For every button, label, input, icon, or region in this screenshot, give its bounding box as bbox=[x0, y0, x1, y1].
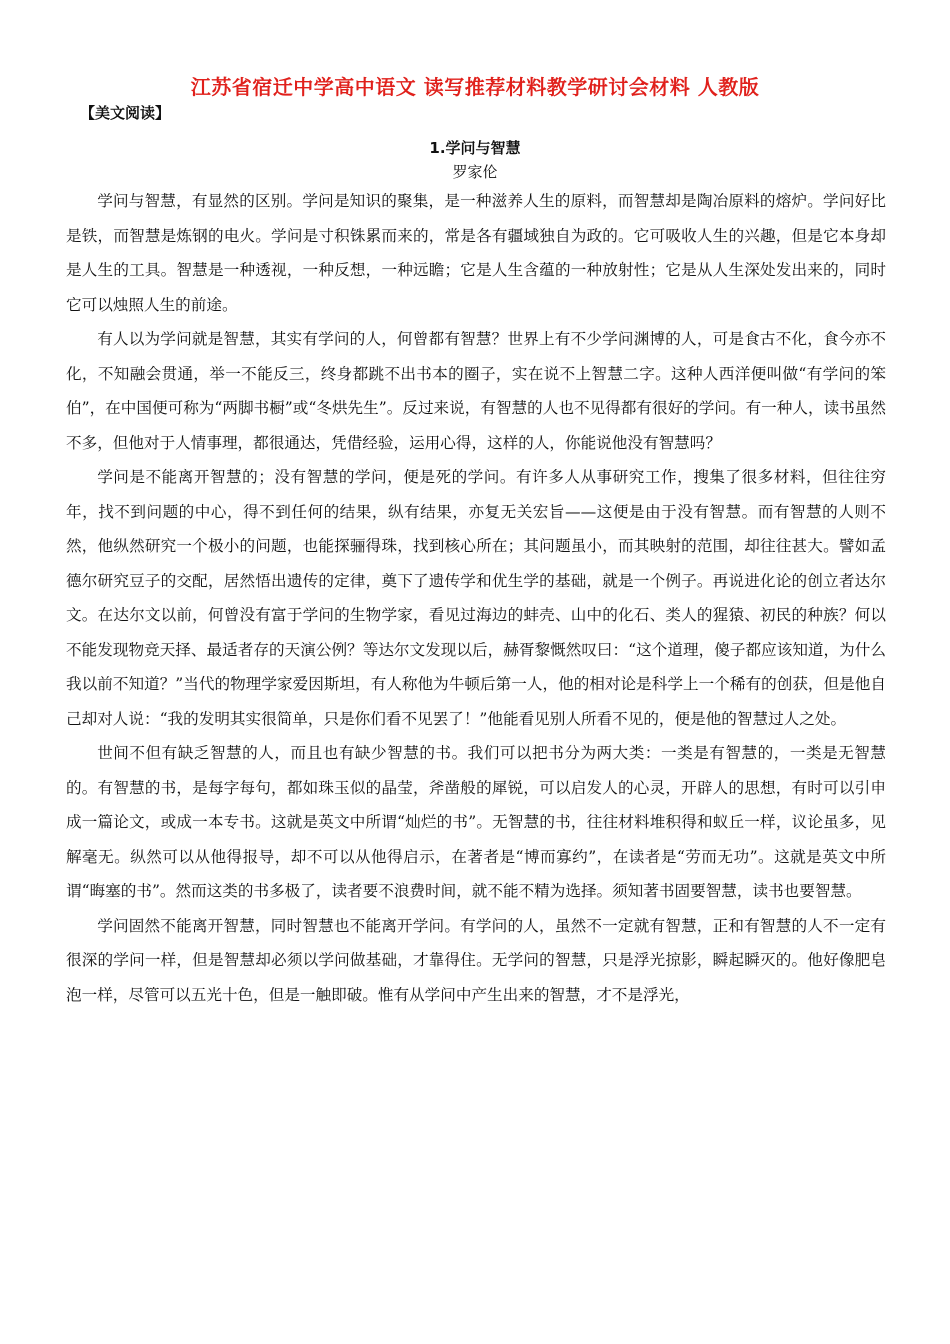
paragraph: 世间不但有缺乏智慧的人，而且也有缺少智慧的书。我们可以把书分为两大类：一类是有智慧的，一类是无智慧的。有智慧的书，是每字每句，都如珠玉似的晶莹，斧凿般的犀锐，可以启发人的心灵，开辟人的思想，有时可以引申成一篇论文，或成一本专书。这就是英文中所谓“灿烂的书”。无智慧的书，往往材料堆积得和蚁丘一样，议论虽多，见解毫无。纵然可以从他得报导，却不可以从他得启示，在著者是“博而寡约”，在读者是“劳而无功”。这就是英文中所谓“晦塞的书”。然而这类的书多极了，读者要不浪费时间，就不能不精为选择。须知著书固要智慧，读书也要智慧。 bbox=[66, 744, 886, 900]
article-title: 1.学问与智慧 bbox=[429, 139, 521, 157]
article-author: 罗家伦 bbox=[452, 163, 498, 181]
paragraph: 学问是不能离开智慧的；没有智慧的学问，便是死的学问。有许多人从事研究工作，搜集了很多材料，但往往穷年，找不到问题的中心，得不到任何的结果，纵有结果，亦复无关宏旨——这便是由于没有智慧。而有智慧的人则不然，他纵然研究一个极小的问题，也能探骊得珠，找到核心所在；其问题虽小，而其映射的范围，却往往甚大。譬如孟德尔研究豆子的交配，居然悟出遗传的定律，奠下了遗传学和优生学的基础，就是一个例子。再说进化论的创立者达尔文。在达尔文以前，何曾没有富于学问的生物学家，看见过海边的蚌壳、山中的化石、类人的猩猿、初民的种族？何以不能发现物竞天择、最适者存的天演公例？等达尔文发现以后，赫胥黎慨然叹曰：“这个道理，傻子都应该知道，为什么我以前不知道？”当代的物理学家爱因斯坦，有人称他为牛顿后第一人，他的相对论是科学上一个稀有的创获，但是他自己却对人说：“我的发明其实很简单，只是你们看不见罢了！”他能看见别人所看不见的，便是他的智慧过人之处。 bbox=[66, 468, 886, 728]
paragraph: 学问固然不能离开智慧，同时智慧也不能离开学问。有学问的人，虽然不一定就有智慧，正和有智慧的人不一定有很深的学问一样，但是智慧却必须以学问做基础，才靠得住。无学问的智慧，只是浮光掠影，瞬起瞬灭的。他好像肥皂泡一样，尽管可以五光十色，但是一触即破。惟有从学问中产生出来的智慧，才不是浮光， bbox=[66, 916, 886, 1004]
section-label: 【美文阅读】 bbox=[80, 104, 171, 122]
paragraph: 学问与智慧，有显然的区别。学问是知识的聚集，是一种滋养人生的原料，而智慧却是陶冶原料的熔炉。学问好比是铁，而智慧是炼钢的电火。学问是寸积铢累而来的，常是各有疆域独自为政的。它可吸收人生的兴趣，但是它本身却是人生的工具。智慧是一种透视，一种反想，一种远瞻；它是人生含蕴的一种放射性；它是从人生深处发出来的，同时它可以烛照人生的前途。 bbox=[66, 192, 886, 314]
paragraph: 有人以为学问就是智慧，其实有学问的人，何曾都有智慧？世界上有不少学问渊博的人，可是食古不化，食今亦不化，不知融会贯通，举一不能反三，终身都跳不出书本的圈子，实在说不上智慧二字。这种人西洋便叫做“有学问的笨伯”，在中国便可称为“两脚书橱”或“冬烘先生”。反过来说，有智慧的人也不见得都有很好的学问。有一种人，读书虽然不多，但他对于人情事理，都很通达，凭借经验，运用心得，这样的人，你能说他没有智慧吗？ bbox=[66, 330, 886, 452]
document-title: 江苏省宿迁中学高中语文 读写推荐材料教学研讨会材料 人教版 bbox=[190, 75, 760, 99]
article-body bbox=[66, 184, 886, 1012]
